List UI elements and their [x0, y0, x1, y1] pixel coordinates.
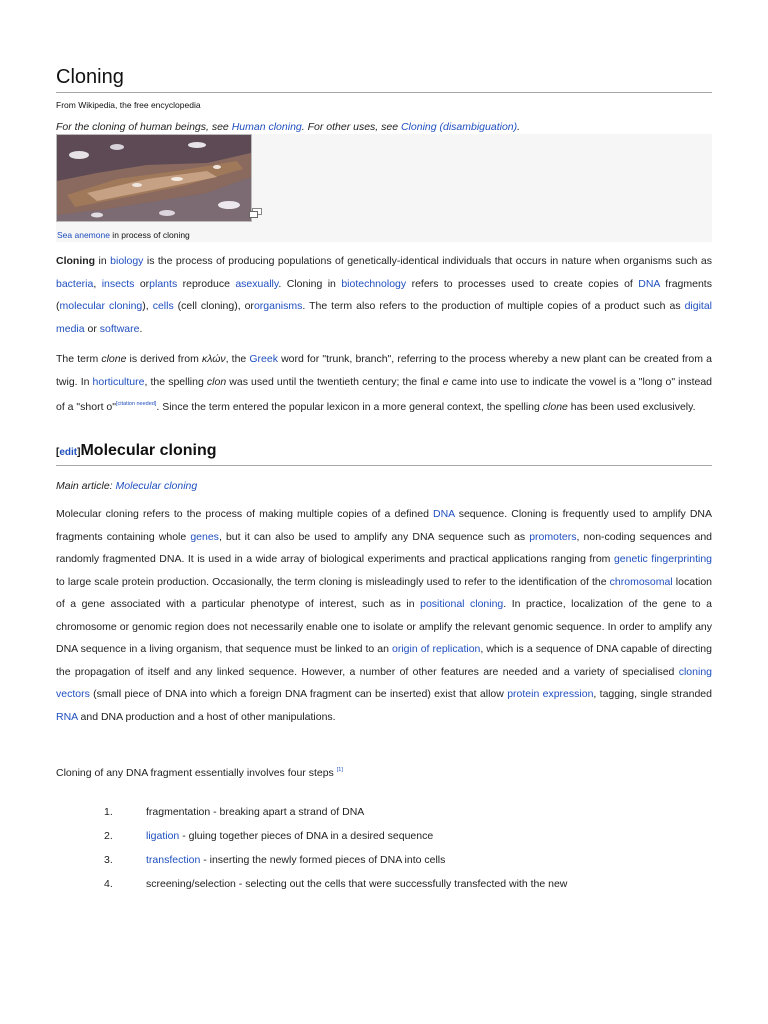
- text: , tagging, single stranded: [593, 688, 712, 700]
- sea-anemone-link[interactable]: Sea anemone: [57, 230, 110, 240]
- text: word for "trunk, branch", referring to the process whereby a new plant can be created from a twig. In: [56, 353, 712, 388]
- origin-of-replication-link[interactable]: origin of replication: [392, 643, 481, 655]
- text: screening/selection - selecting out the cells that were successfully transfected with the new: [146, 878, 568, 890]
- list-text: [146, 854, 445, 866]
- text: in: [95, 255, 111, 267]
- image-caption: [57, 230, 190, 240]
- list-number: 3.: [104, 854, 113, 866]
- text: to large scale protein production. Occasionally, the term cloning is misleadingly used to refer to the identification of the: [56, 575, 610, 588]
- term-italic: clone: [542, 401, 568, 413]
- sea-anemone-image[interactable]: [56, 134, 252, 222]
- list-item: [56, 824, 712, 848]
- list-text: [146, 830, 433, 842]
- term-bold: Cloning: [56, 255, 96, 267]
- text: is the process of producing populations of genetically-identical individuals that occurs in nature when organisms such as: [143, 255, 713, 267]
- hatnote-text: . For other uses, see: [301, 121, 401, 133]
- text: refers to processes used to create copies of: [406, 277, 639, 290]
- transfection-link[interactable]: transfection: [146, 854, 201, 866]
- main-article-link[interactable]: Molecular cloning: [115, 480, 198, 492]
- text: ,: [93, 277, 102, 290]
- text: . Since the term entered the popular lexicon in a more general context, the spelling: [156, 401, 543, 413]
- insects-link[interactable]: insects: [101, 277, 135, 290]
- term-italic: clon: [206, 375, 227, 388]
- list-number: 2.: [104, 830, 113, 842]
- cloning-vectors-link[interactable]: cloning vectors: [56, 665, 712, 700]
- list-item: [56, 848, 712, 872]
- asexually-link[interactable]: asexually: [235, 277, 279, 290]
- ligation-link[interactable]: ligation: [146, 830, 180, 842]
- organisms-link[interactable]: organisms: [253, 300, 303, 312]
- text: or: [134, 277, 150, 290]
- bracket: [: [56, 447, 60, 458]
- list-number: 1.: [104, 806, 113, 818]
- text: sequence. Cloning is frequently used to amplify DNA fragments containing whole: [56, 508, 712, 543]
- molecular-paragraph: [56, 503, 712, 728]
- site-subtitle: From Wikipedia, the free encyclopedia: [56, 100, 201, 110]
- list-text: [146, 878, 567, 890]
- promoters-link[interactable]: promoters: [529, 530, 577, 543]
- text: . The term also refers to the production of multiple copies of a product such as: [302, 300, 685, 312]
- text: , which is a sequence of DNA capable of directing the propagation of itself and any linked sequence. However, a number of other features are needed and a variety of specialised: [56, 643, 712, 678]
- main-article-note: [56, 480, 197, 492]
- edit-section: [56, 447, 80, 458]
- genetic-fingerprinting-link[interactable]: genetic fingerprinting: [613, 553, 712, 565]
- text: The term: [56, 353, 102, 365]
- section-heading: [56, 442, 216, 460]
- term-italic: e: [442, 375, 449, 388]
- genes-link[interactable]: genes: [190, 530, 219, 543]
- text: fragmentation - breaking apart a strand of DNA: [146, 806, 365, 818]
- text: is derived from: [126, 353, 202, 365]
- cloning-disambiguation-link[interactable]: Cloning (disambiguation): [400, 121, 518, 133]
- citation-needed-link[interactable]: [citation needed]: [116, 401, 157, 407]
- text: reproduce: [177, 277, 236, 290]
- etymology-paragraph: [56, 348, 712, 419]
- rna-link[interactable]: RNA: [56, 710, 78, 723]
- dna-link[interactable]: DNA: [433, 508, 455, 520]
- list-item: [56, 800, 712, 824]
- text: .: [139, 322, 143, 335]
- text: , but it can also be used to amplify any DNA sequence such as: [218, 530, 530, 543]
- reference-link[interactable]: [1]: [336, 767, 343, 773]
- caption-text: in process of cloning: [109, 230, 190, 240]
- main-article-label: Main article:: [56, 480, 116, 492]
- human-cloning-link[interactable]: Human cloning: [231, 121, 302, 133]
- sea-anemone-photo: [57, 135, 251, 221]
- dna-link[interactable]: DNA: [638, 277, 660, 290]
- list-number: 4.: [104, 878, 113, 890]
- text: fragments (: [56, 277, 712, 312]
- text: (cell cloning), or: [173, 300, 254, 312]
- steps-intro: [56, 759, 712, 785]
- steps-list: [56, 800, 712, 896]
- title-divider: [56, 92, 712, 93]
- section-divider: [56, 465, 712, 466]
- text: has been used exclusively.: [567, 401, 696, 413]
- list-item: [56, 872, 712, 896]
- biology-link[interactable]: biology: [110, 255, 144, 267]
- cells-link[interactable]: cells: [152, 300, 174, 312]
- text: was used until the twentieth century; the final: [226, 375, 443, 388]
- greek-link[interactable]: Greek: [249, 353, 278, 365]
- hatnote-text: .: [517, 121, 521, 133]
- greek-word: κλών: [201, 353, 226, 365]
- text: Molecular cloning refers to the process of making multiple copies of a defined: [56, 508, 434, 520]
- bacteria-link[interactable]: bacteria: [56, 277, 94, 290]
- text: , the: [225, 353, 250, 365]
- text: and DNA production and a host of other manipulations.: [77, 710, 336, 723]
- software-link[interactable]: software: [99, 322, 140, 335]
- hatnote: [56, 121, 520, 133]
- list-text: [146, 806, 364, 818]
- positional-cloning-link[interactable]: positional cloning: [420, 598, 504, 610]
- protein-expression-link[interactable]: protein expression: [507, 688, 594, 700]
- horticulture-link[interactable]: horticulture: [92, 375, 145, 388]
- text: or: [84, 322, 100, 335]
- text: location of a gene associated with a particular phenotype of interest, such as in: [56, 575, 712, 610]
- enlarge-icon[interactable]: [249, 208, 262, 218]
- intro-paragraph: [56, 250, 712, 340]
- bracket: ]: [77, 447, 81, 458]
- text: . Cloning in: [278, 277, 342, 290]
- text: - inserting the newly formed pieces of DNA into cells: [200, 854, 446, 866]
- text: (small piece of DNA into which a foreign DNA fragment can be inserted) exist that allow: [89, 688, 508, 700]
- text: , non-coding sequences and randomly fragmented DNA. It is used in a wide array of biological experiments and practical applications ranging from: [56, 530, 712, 565]
- text: . In practice, localization of the gene to a chromosome or genomic region does not necessarily enable one to isolate or amplify the relevant genomic sequence. In order to amplify any DNA sequence in a living organism, that sequence must be linked to an: [56, 598, 712, 655]
- term-italic: clone: [101, 353, 127, 365]
- biotechnology-link[interactable]: biotechnology: [341, 277, 407, 290]
- molecular-cloning-link[interactable]: molecular cloning: [59, 300, 143, 312]
- section-title: Molecular cloning: [80, 442, 217, 459]
- hatnote-text: For the cloning of human beings, see: [56, 121, 232, 133]
- text: came into use to indicate the vowel is a "long o" instead of a "short o": [56, 375, 713, 413]
- chromosomal-link[interactable]: chromosomal: [609, 575, 673, 588]
- text: - gluing together pieces of DNA in a desired sequence: [179, 830, 434, 842]
- digital-media-link[interactable]: digital media: [56, 300, 712, 335]
- text: Cloning of any DNA fragment essentially involves four steps: [56, 767, 337, 779]
- page-title: Cloning: [56, 66, 124, 88]
- text: ),: [142, 300, 153, 312]
- text: , the spelling: [144, 375, 207, 388]
- edit-link[interactable]: edit: [59, 447, 78, 458]
- plants-link[interactable]: plants: [149, 277, 178, 290]
